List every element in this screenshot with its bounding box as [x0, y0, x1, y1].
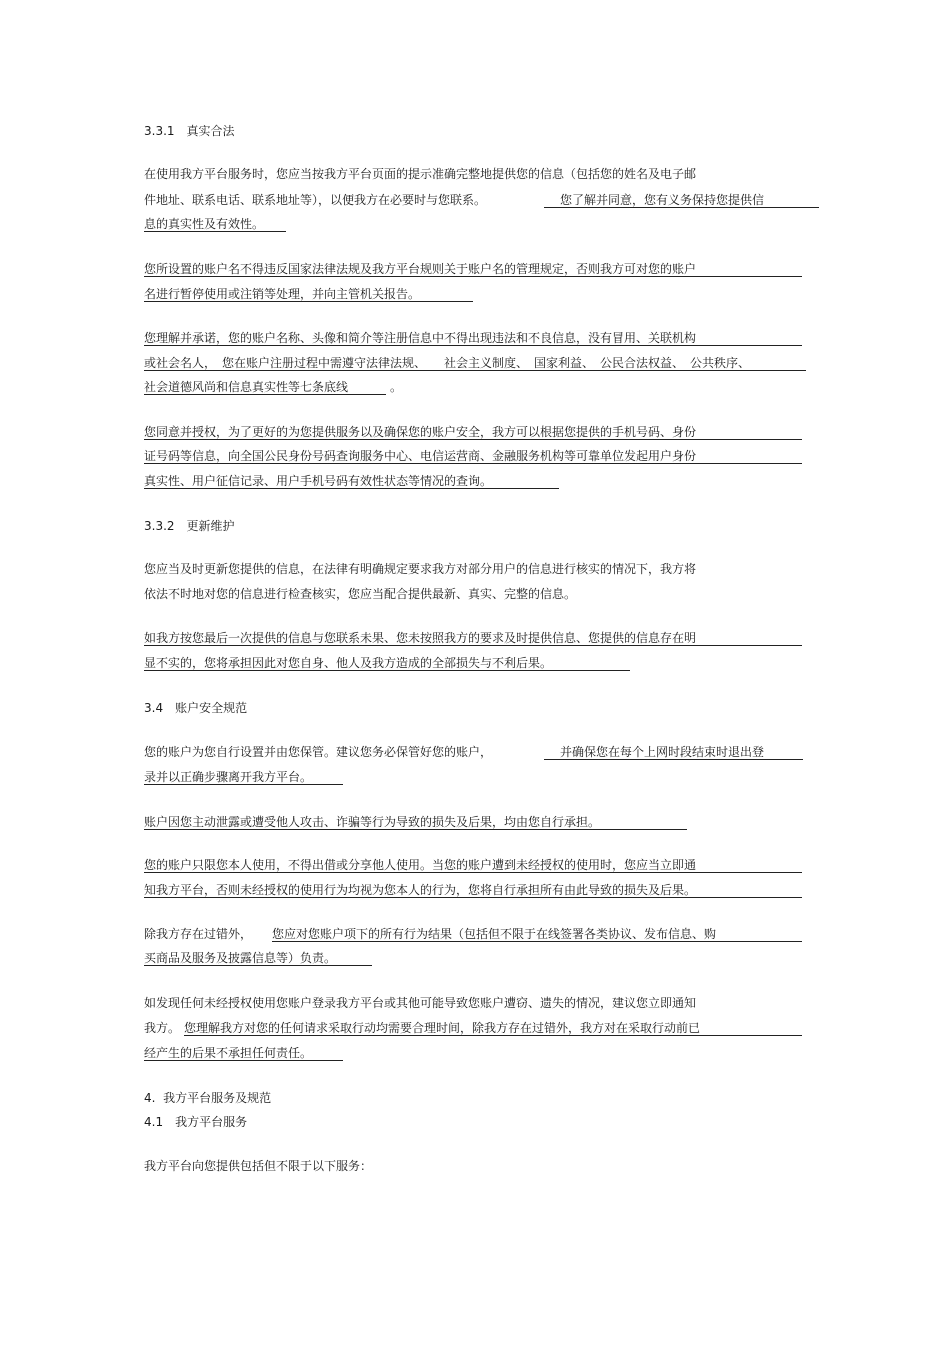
paragraph-line — [144, 193, 765, 207]
underlined-line: 您的账户只限您本人使用，不得出借或分享他人使用。当您的账户遭到未经授权的使用时，您应当立即通 — [144, 858, 802, 873]
underlined-line: 真实性、用户征信记录、用户手机号码有效性状态等情况的查询。 — [144, 474, 559, 489]
underlined-line: 显不实的，您将承担因此对您自身、他人及我方造成的全部损失与不利后果。 — [144, 656, 630, 671]
text-span: 。 — [390, 380, 403, 394]
section-heading-4: 4. 我方平台服务及规范 — [144, 1091, 272, 1105]
paragraph-line: 我方平台向您提供包括但不限于以下服务： — [144, 1159, 373, 1173]
paragraph-line: 您应当及时更新您提供的信息，在法律有明确规定要求我方对部分用户的信息进行核实的情况下，我方将 — [144, 562, 697, 576]
underlined-line: 证号码等信息，向全国公民身份号码查询服务中心、电信运营商、金融服务机构等可靠单位发起用户身份 — [144, 449, 802, 464]
text-span: 件地址、联系电话、联系地址等），以便我方在必要时与您联系。 — [144, 193, 487, 207]
text-span: 除我方存在过错外， — [144, 927, 253, 941]
paragraph-line — [144, 380, 402, 394]
underlined-text: 您了解并同意，您有义务保持您提供信 — [544, 193, 819, 208]
section-heading-4-1: 4.1 我方平台服务 — [144, 1115, 248, 1129]
paragraph-line: 依法不时地对您的信息进行检查核实，您应当配合提供最新、真实、完整的信息。 — [144, 587, 577, 601]
underlined-text: 您应对您账户项下的所有行为结果（包括但不限于在线签署各类协议、发布信息、购 — [272, 927, 802, 942]
underlined-line: 您所设置的账户名不得违反国家法律法规及我方平台规则关于账户名的管理规定，否则我方可对您的账户 — [144, 262, 802, 277]
paragraph-line: 如发现任何未经授权使用您账户登录我方平台或其他可能导致您账户遭窃、遗失的情况，建议您立即通知 — [144, 996, 697, 1010]
paragraph-line — [144, 1021, 701, 1035]
underlined-line: 名进行暂停使用或注销等处理，并向主管机关报告。 — [144, 287, 473, 302]
section-heading-3-3-1: 3.3.1 真实合法 — [144, 124, 235, 138]
paragraph-line — [144, 927, 717, 941]
underlined-line: 或社会名人， 您在账户注册过程中需遵守法律法规、 社会主义制度、 国家利益、 公民合法权益、 公共秩序、 — [144, 356, 806, 371]
underlined-line: 录并以正确步骤离开我方平台。 — [144, 770, 343, 785]
underlined-line: 您理解并承诺，您的账户名称、头像和简介等注册信息中不得出现违法和不良信息，没有冒用、关联机构 — [144, 331, 802, 346]
underlined-text: 您理解我方对您的任何请求采取行动均需要合理时间，除我方存在过错外，我方对在采取行动前已 — [184, 1021, 802, 1036]
paragraph-line — [144, 745, 765, 759]
underlined-text: 社会道德风尚和信息真实性等七条底线 — [144, 380, 386, 395]
text-span: 我方。 — [144, 1021, 181, 1035]
section-heading-3-3-2: 3.3.2 更新维护 — [144, 519, 235, 533]
text-span: 您的账户为您自行设置并由您保管。建议您务必保管好您的账户， — [144, 745, 493, 759]
underlined-line: 知我方平台，否则未经授权的使用行为均视为您本人的行为，您将自行承担所有由此导致的损失及后果。 — [144, 883, 802, 898]
section-heading-3-4: 3.4 账户安全规范 — [144, 701, 248, 715]
paragraph-line: 在使用我方平台服务时，您应当按我方平台页面的提示准确完整地提供您的信息（包括您的姓名及电子邮 — [144, 167, 697, 181]
underlined-line: 买商品及服务及披露信息等）负责。 — [144, 951, 372, 966]
underlined-line: 息的真实性及有效性。 — [144, 217, 286, 232]
underlined-line: 经产生的后果不承担任何责任。 — [144, 1046, 343, 1061]
underlined-line: 如我方按您最后一次提供的信息与您联系未果、您未按照我方的要求及时提供信息、您提供的信息存在明 — [144, 631, 802, 646]
underlined-text: 并确保您在每个上网时段结束时退出登 — [544, 745, 803, 760]
underlined-line: 账户因您主动泄露或遭受他人攻击、诈骗等行为导致的损失及后果，均由您自行承担。 — [144, 815, 687, 830]
underlined-line: 您同意并授权，为了更好的为您提供服务以及确保您的账户安全，我方可以根据您提供的手机号码、身份 — [144, 425, 802, 440]
